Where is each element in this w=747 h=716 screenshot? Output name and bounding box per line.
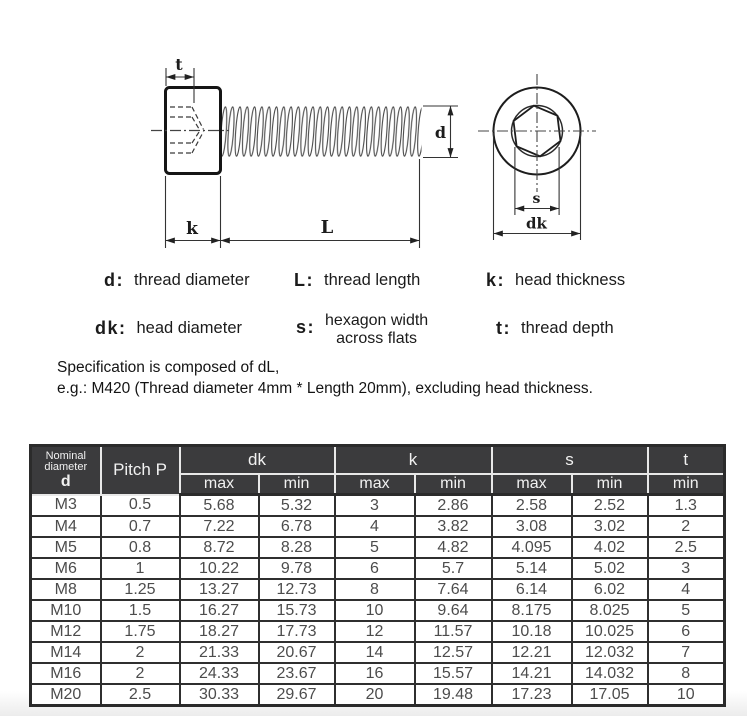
table-cell: 5.14 bbox=[492, 558, 572, 579]
table-cell: 18.27 bbox=[180, 621, 259, 642]
table-cell: 7.22 bbox=[180, 516, 259, 537]
table-cell: M6 bbox=[31, 558, 101, 579]
legend-item-dk bbox=[95, 318, 242, 339]
table-cell: 6 bbox=[648, 621, 725, 642]
header-dk-max: max bbox=[180, 474, 259, 495]
legend bbox=[0, 268, 747, 364]
table-cell: 0.7 bbox=[101, 516, 180, 537]
table-cell: 3 bbox=[648, 558, 725, 579]
table-row bbox=[31, 537, 725, 558]
table-cell: 6.02 bbox=[572, 579, 648, 600]
table-cell: 1.3 bbox=[648, 495, 725, 517]
table-row bbox=[31, 642, 725, 663]
table-cell: 3 bbox=[335, 495, 415, 517]
table-cell: M5 bbox=[31, 537, 101, 558]
table-row bbox=[31, 579, 725, 600]
dimension-label-d: d bbox=[434, 123, 446, 142]
table-cell: M12 bbox=[31, 621, 101, 642]
table-cell: 1.75 bbox=[101, 621, 180, 642]
table-cell: 10.025 bbox=[572, 621, 648, 642]
table-cell: 12.21 bbox=[492, 642, 572, 663]
table-cell: 2 bbox=[648, 516, 725, 537]
table-cell: 2.86 bbox=[415, 495, 492, 517]
table-cell: 2.5 bbox=[648, 537, 725, 558]
dimension-label-dk: dk bbox=[526, 214, 547, 233]
table-cell: M16 bbox=[31, 663, 101, 684]
table-row bbox=[31, 684, 725, 706]
legend-label-s-line2: across flats bbox=[336, 330, 418, 347]
table-cell: 2.5 bbox=[101, 684, 180, 706]
table-row bbox=[31, 495, 725, 517]
table-cell: 7 bbox=[648, 642, 725, 663]
table-cell: M8 bbox=[31, 579, 101, 600]
legend-label-s bbox=[325, 312, 428, 348]
legend-item-k bbox=[486, 270, 625, 291]
table-cell: 8 bbox=[648, 663, 725, 684]
legend-symbol-k: k: bbox=[486, 270, 506, 290]
table-cell: 8.025 bbox=[572, 600, 648, 621]
screw-side-view bbox=[151, 55, 458, 248]
spec-table-body bbox=[31, 495, 725, 706]
header-nominal-line2: diameter bbox=[44, 461, 88, 474]
table-cell: 3.02 bbox=[572, 516, 648, 537]
table-cell: 3.08 bbox=[492, 516, 572, 537]
legend-label-L: thread length bbox=[324, 271, 421, 289]
table-cell: 0.5 bbox=[101, 495, 180, 517]
table-row bbox=[31, 621, 725, 642]
table-cell: 23.67 bbox=[259, 663, 335, 684]
table-cell: 2.52 bbox=[572, 495, 648, 517]
table-cell: 4 bbox=[648, 579, 725, 600]
table-cell: 8.28 bbox=[259, 537, 335, 558]
spec-note-line1: Specification is composed of dL, bbox=[57, 359, 280, 376]
table-cell: 1.5 bbox=[101, 600, 180, 621]
legend-label-dk: head diameter bbox=[136, 319, 242, 337]
table-cell: 4.82 bbox=[415, 537, 492, 558]
legend-label-k: head thickness bbox=[515, 271, 626, 289]
screw-end-view bbox=[478, 74, 596, 240]
table-cell: 30.33 bbox=[180, 684, 259, 706]
header-dk-min: min bbox=[259, 474, 335, 495]
table-cell: 10.18 bbox=[492, 621, 572, 642]
table-cell: 13.27 bbox=[180, 579, 259, 600]
table-cell: 6 bbox=[335, 558, 415, 579]
table-row bbox=[31, 516, 725, 537]
table-cell: 5.68 bbox=[180, 495, 259, 517]
table-cell: 5.02 bbox=[572, 558, 648, 579]
header-k-max: max bbox=[335, 474, 415, 495]
table-cell: 10 bbox=[648, 684, 725, 706]
table-cell: 5.7 bbox=[415, 558, 492, 579]
legend-item-s bbox=[296, 312, 428, 348]
table-cell: M14 bbox=[31, 642, 101, 663]
table-cell: 6.78 bbox=[259, 516, 335, 537]
table-cell: 5 bbox=[335, 537, 415, 558]
header-s-min: min bbox=[572, 474, 648, 495]
table-cell: M10 bbox=[31, 600, 101, 621]
legend-symbol-L: L: bbox=[294, 270, 314, 290]
table-cell: 14 bbox=[335, 642, 415, 663]
table-cell: 12.73 bbox=[259, 579, 335, 600]
table-cell: 4 bbox=[335, 516, 415, 537]
screw-technical-drawing bbox=[0, 0, 747, 262]
table-cell: 10.22 bbox=[180, 558, 259, 579]
legend-item-L bbox=[294, 270, 420, 291]
table-cell: 6.14 bbox=[492, 579, 572, 600]
table-row bbox=[31, 558, 725, 579]
table-cell: 2 bbox=[101, 642, 180, 663]
header-nominal-line1: Nominal bbox=[45, 449, 86, 462]
header-k-min: min bbox=[415, 474, 492, 495]
spec-table-header bbox=[31, 446, 725, 495]
table-cell: 1 bbox=[101, 558, 180, 579]
table-cell: 8.175 bbox=[492, 600, 572, 621]
table-cell: 20.67 bbox=[259, 642, 335, 663]
table-cell: M20 bbox=[31, 684, 101, 706]
header-pitch: Pitch P bbox=[101, 446, 180, 495]
legend-label-d: thread diameter bbox=[134, 271, 250, 289]
table-cell: 5 bbox=[648, 600, 725, 621]
table-cell: 17.23 bbox=[492, 684, 572, 706]
legend-item-t bbox=[496, 318, 614, 339]
header-group-s: s bbox=[492, 446, 648, 475]
table-cell: 24.33 bbox=[180, 663, 259, 684]
table-cell: M3 bbox=[31, 495, 101, 517]
table-cell: 12.032 bbox=[572, 642, 648, 663]
table-cell: 10 bbox=[335, 600, 415, 621]
table-row bbox=[31, 600, 725, 621]
table-cell: 9.64 bbox=[415, 600, 492, 621]
header-nominal-diameter bbox=[31, 446, 101, 495]
table-cell: 7.64 bbox=[415, 579, 492, 600]
header-s-max: max bbox=[492, 474, 572, 495]
table-cell: 12.57 bbox=[415, 642, 492, 663]
header-group-k: k bbox=[335, 446, 492, 475]
table-cell: 2 bbox=[101, 663, 180, 684]
table-cell: 8.72 bbox=[180, 537, 259, 558]
dimension-label-k: k bbox=[186, 219, 198, 239]
table-cell: 8 bbox=[335, 579, 415, 600]
table-cell: 1.25 bbox=[101, 579, 180, 600]
table-cell: 29.67 bbox=[259, 684, 335, 706]
header-t-min: min bbox=[648, 474, 725, 495]
table-cell: 15.57 bbox=[415, 663, 492, 684]
dimension-label-s: s bbox=[532, 191, 541, 207]
table-cell: 16.27 bbox=[180, 600, 259, 621]
table-cell: 14.21 bbox=[492, 663, 572, 684]
legend-item-d bbox=[104, 270, 250, 291]
dimension-label-t: t bbox=[175, 55, 183, 74]
header-group-dk: dk bbox=[180, 446, 335, 475]
header-group-t: t bbox=[648, 446, 725, 475]
spec-table bbox=[29, 444, 726, 707]
header-nominal-symbol: d bbox=[60, 472, 71, 490]
table-cell: 16 bbox=[335, 663, 415, 684]
spec-note bbox=[57, 358, 593, 399]
table-cell: 21.33 bbox=[180, 642, 259, 663]
table-row bbox=[31, 663, 725, 684]
table-cell: 4.02 bbox=[572, 537, 648, 558]
table-cell: M4 bbox=[31, 516, 101, 537]
table-cell: 15.73 bbox=[259, 600, 335, 621]
legend-symbol-dk: dk: bbox=[95, 318, 127, 338]
legend-label-s-line1: hexagon width bbox=[325, 312, 429, 329]
table-cell: 17.05 bbox=[572, 684, 648, 706]
spec-note-line2: e.g.: M420 (Thread diameter 4mm * Length 20mm), excluding head thickness. bbox=[57, 379, 593, 397]
table-cell: 19.48 bbox=[415, 684, 492, 706]
table-cell: 20 bbox=[335, 684, 415, 706]
dimension-label-L: L bbox=[320, 217, 334, 238]
table-cell: 11.57 bbox=[415, 621, 492, 642]
legend-symbol-d: d: bbox=[104, 270, 124, 290]
table-cell: 17.73 bbox=[259, 621, 335, 642]
table-cell: 9.78 bbox=[259, 558, 335, 579]
table-cell: 3.82 bbox=[415, 516, 492, 537]
threaded-shaft bbox=[221, 106, 422, 157]
legend-symbol-t: t: bbox=[496, 318, 511, 338]
table-cell: 5.32 bbox=[259, 495, 335, 517]
table-cell: 2.58 bbox=[492, 495, 572, 517]
legend-symbol-s: s: bbox=[296, 317, 316, 337]
table-cell: 4.095 bbox=[492, 537, 572, 558]
table-cell: 0.8 bbox=[101, 537, 180, 558]
table-cell: 12 bbox=[335, 621, 415, 642]
legend-label-t: thread depth bbox=[521, 319, 614, 337]
table-cell: 14.032 bbox=[572, 663, 648, 684]
